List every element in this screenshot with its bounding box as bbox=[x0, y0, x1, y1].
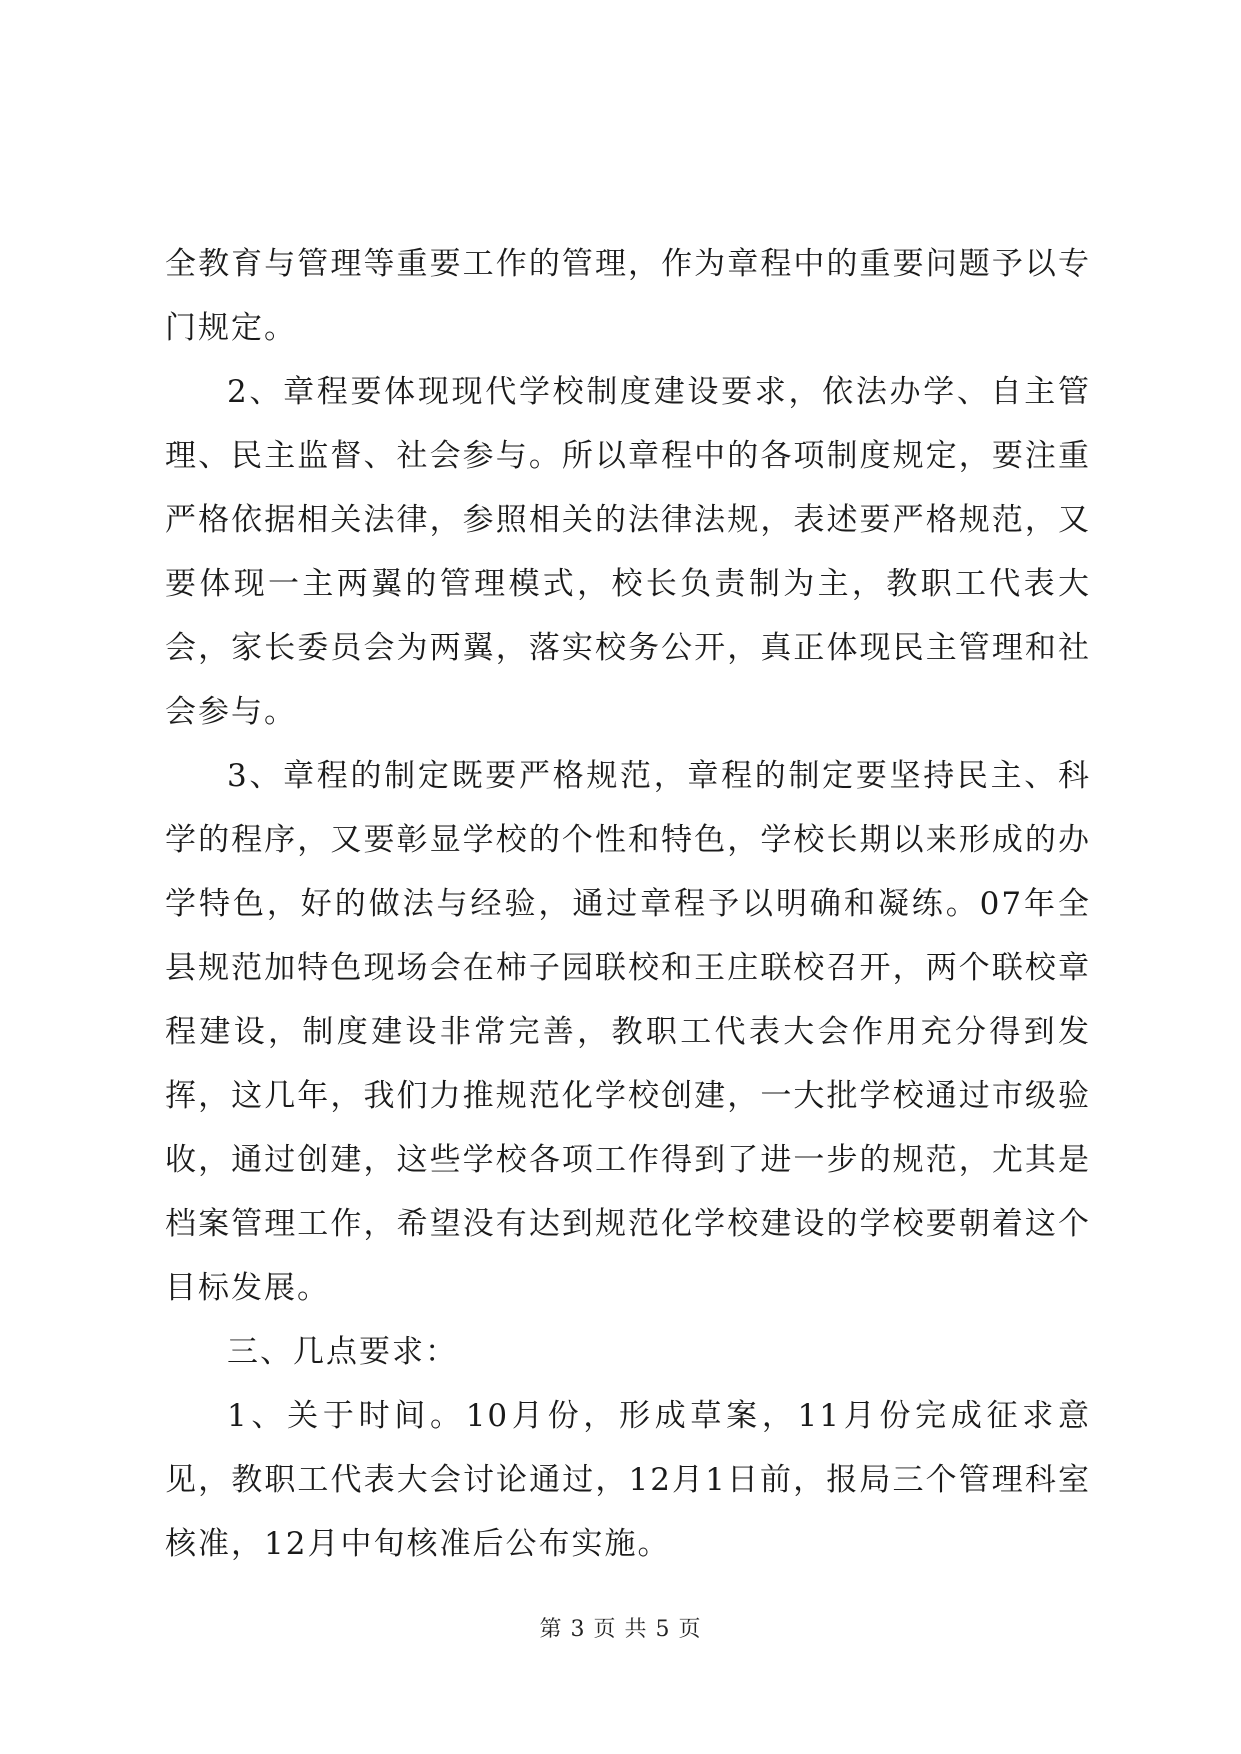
paragraph: 全教育与管理等重要工作的管理，作为章程中的重要问题予以专门规定。 bbox=[165, 246, 1091, 346]
section-heading: 三、几点要求： bbox=[227, 1334, 458, 1370]
page-footer: 第 3 页 共 5 页 bbox=[539, 1617, 702, 1642]
document-body bbox=[165, 232, 1091, 1576]
paragraph: 2、章程要体现现代学校制度建设要求，依法办学、自主管理、民主监督、社会参与。所以章程中的各项制度规定，要注重严格依据相关法律，参照相关的法律法规，表述要严格规范，又要体现一主两翼的管理模式，校长负责制为主，教职工代表大会，家长委员会为两翼，落实校务公开，真正体现民主管理和社会参与。 bbox=[165, 374, 1091, 730]
paragraph: 1、关于时间。10月份，形成草案，11月份完成征求意见，教职工代表大会讨论通过，12月1日前，报局三个管理科室核准，12月中旬核准后公布实施。 bbox=[165, 1398, 1091, 1562]
paragraph: 3、章程的制定既要严格规范，章程的制定要坚持民主、科学的程序，又要彰显学校的个性和特色，学校长期以来形成的办学特色，好的做法与经验，通过章程予以明确和凝练。07年全县规范加特色现场会在柿子园联校和王庄联校召开，两个联校章程建设，制度建设非常完善，教职工代表大会作用充分得到发挥，这几年，我们力推规范化学校创建，一大批学校通过市级验收，通过创建，这些学校各项工作得到了进一步的规范，尤其是档案管理工作，希望没有达到规范化学校建设的学校要朝着这个目标发展。 bbox=[165, 758, 1091, 1306]
